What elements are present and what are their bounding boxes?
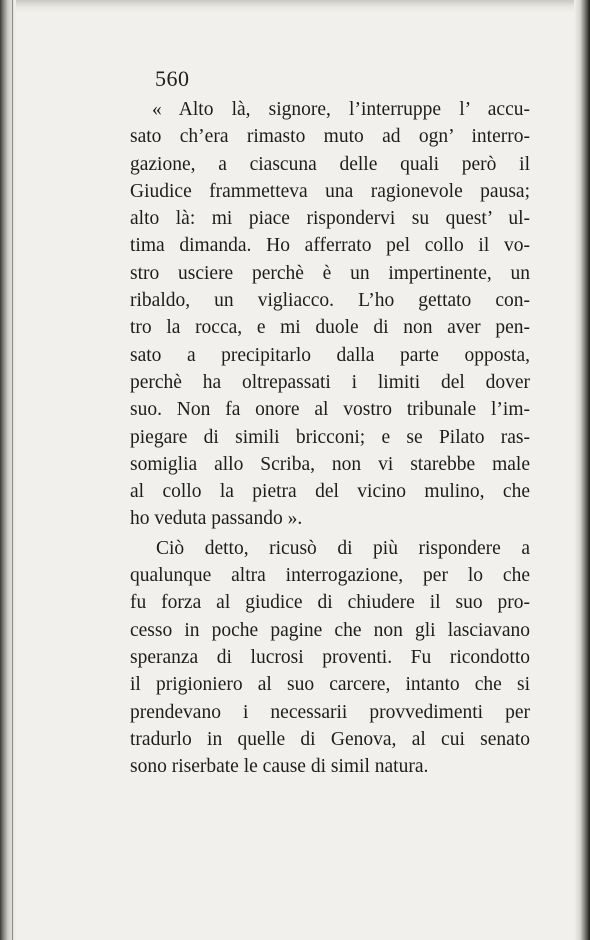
text-line: alto là: mi piace rispondervi su quest’ ul- <box>130 208 530 230</box>
text-line: suo. Non fa onore al vostro tribunale l’im- <box>130 399 530 421</box>
scan-right-edge <box>574 0 590 940</box>
text-line: gazione, a ciascuna delle quali però il <box>130 153 530 175</box>
text-line: qualunque altra interrogazione, per lo che <box>130 565 530 587</box>
text-line: perchè ha oltrepassati i limiti del dover <box>130 371 530 393</box>
text-line: Giudice frammetteva una ragionevole pausa; <box>130 180 530 202</box>
text-line: sato ch’era rimasto muto ad ogn’ interro- <box>130 126 530 148</box>
text-line: cesso in poche pagine che non gli lasciavano <box>130 619 530 641</box>
text-line: « Alto là, signore, l’interruppe l’ accu- <box>152 99 530 120</box>
text-line: stro usciere perchè è un impertinente, un <box>130 262 530 284</box>
text-line: sono riserbate le cause di simil natura. <box>130 756 429 778</box>
paragraph-1 <box>130 96 530 533</box>
text-line: al collo la pietra del vicino mulino, che <box>130 481 530 503</box>
paragraph-2 <box>130 535 530 781</box>
text-line: tima dimanda. Ho afferrato pel collo il vo- <box>130 235 530 257</box>
text-line: tro la rocca, e mi duole di non aver pen- <box>130 317 530 339</box>
text-line: ho veduta passando ». <box>130 508 303 530</box>
text-line: ribaldo, un vigliacco. L’ho gettato con- <box>130 290 530 312</box>
text-line: speranza di lucrosi proventi. Fu ricondotto <box>130 646 530 668</box>
book-page <box>130 66 530 780</box>
text-line: tradurlo in quelle di Genova, al cui senato <box>130 728 530 750</box>
text-line: somiglia allo Scriba, non vi starebbe male <box>130 453 530 475</box>
page-number: 560 <box>155 66 190 91</box>
page-fold-line <box>12 0 13 940</box>
scan-binding-shadow <box>0 0 16 940</box>
text-line: fu forza al giudice di chiudere il suo pro- <box>130 592 530 614</box>
text-line: il prigioniero al suo carcere, intanto che si <box>130 674 530 696</box>
text-line: prendevano i necessarii provvedimenti per <box>130 701 530 723</box>
scan-top-shadow <box>0 0 590 12</box>
text-line: piegare di simili bricconi; e se Pilato ras- <box>130 426 530 448</box>
text-line: Ciò detto, ricusò di più rispondere a <box>156 537 530 559</box>
text-line: sato a precipitarlo dalla parte opposta, <box>130 344 530 366</box>
